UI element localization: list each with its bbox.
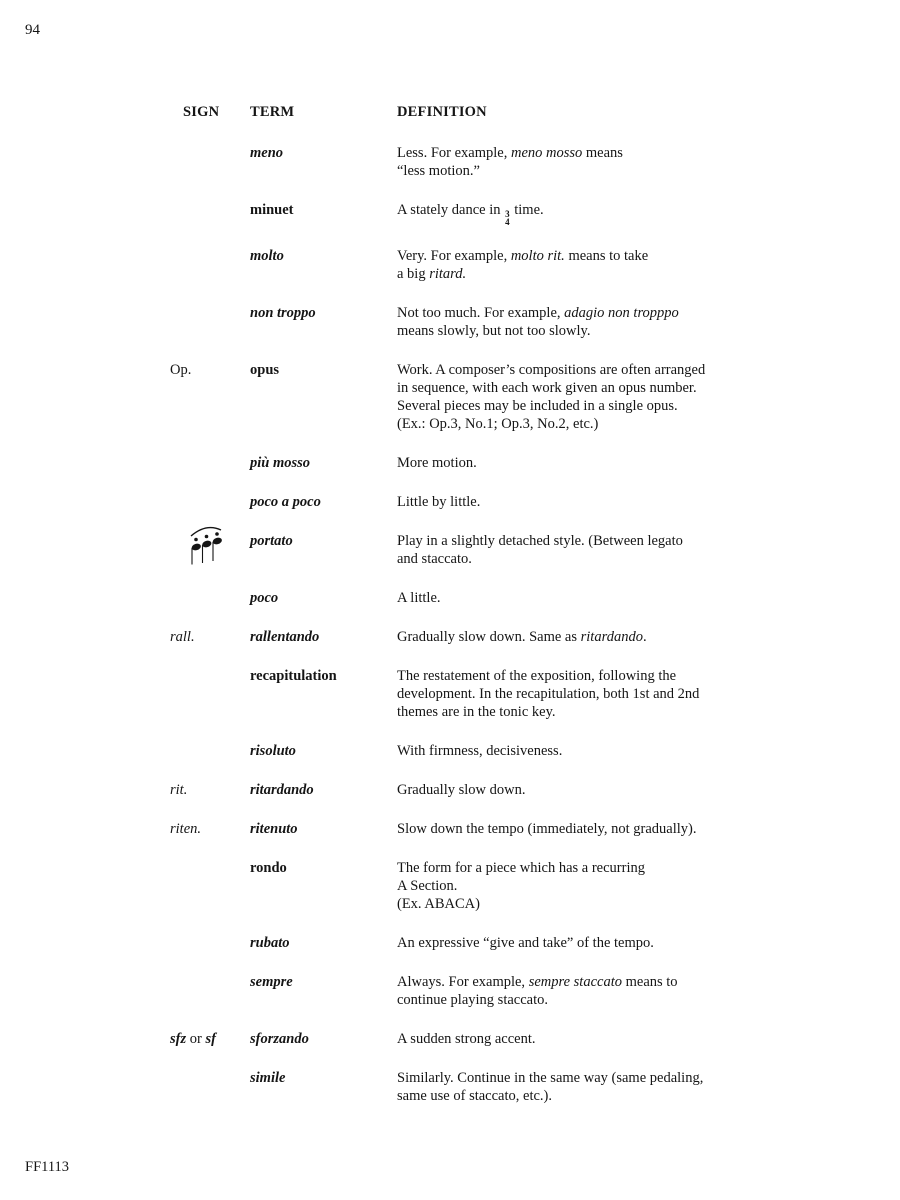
column-header-definition: DEFINITION — [397, 104, 487, 120]
sign-cell — [167, 304, 250, 340]
text-segment: “less motion.” — [397, 163, 480, 179]
text-segment: means to — [621, 974, 678, 990]
sign-cell — [167, 742, 250, 760]
term-cell — [250, 742, 397, 760]
text-segment: portato — [250, 533, 293, 549]
text-segment: Work. A composer’s compositions are often arranged — [397, 362, 706, 378]
text-segment: Always. For example, — [397, 974, 529, 990]
text-segment: molto — [250, 248, 284, 264]
text-segment: sempre — [250, 974, 293, 990]
definition-line — [397, 934, 733, 952]
definition-line — [397, 415, 733, 433]
term-cell — [250, 1030, 397, 1048]
definition-cell — [397, 820, 733, 838]
glossary-row — [167, 589, 733, 607]
glossary-rows — [167, 144, 733, 1105]
text-segment: rall. — [170, 629, 195, 645]
text-segment: risoluto — [250, 743, 296, 759]
text-segment: adagio non tropppo — [564, 305, 679, 321]
sign-cell — [167, 820, 250, 838]
definition-line — [397, 703, 733, 721]
definition-cell — [397, 589, 733, 607]
text-segment: opus — [250, 362, 280, 378]
text-segment: poco — [250, 590, 279, 606]
text-segment: poco a poco — [250, 494, 321, 510]
definition-line — [397, 493, 733, 511]
definition-cell — [397, 201, 733, 226]
term-cell — [250, 1069, 397, 1105]
text-segment: same use of staccato, etc.). — [397, 1088, 552, 1104]
portato-notation-icon — [187, 522, 225, 566]
text-segment: rubato — [250, 935, 290, 951]
term-cell — [250, 589, 397, 607]
glossary-row — [167, 781, 733, 799]
sign-cell — [167, 589, 250, 607]
glossary-table — [167, 103, 733, 1126]
page-number: 94 — [25, 22, 40, 38]
definition-cell — [397, 361, 733, 433]
sign-cell — [167, 201, 250, 226]
term-cell — [250, 144, 397, 180]
text-segment: Op. — [170, 362, 192, 378]
sign-cell — [167, 973, 250, 1009]
text-segment: simile — [250, 1070, 286, 1086]
sign-cell — [167, 934, 250, 952]
text-segment: Little by little. — [397, 494, 481, 510]
definition-line — [397, 781, 733, 799]
text-segment: Several pieces may be included in a single opus. — [397, 398, 678, 414]
glossary-row — [167, 247, 733, 283]
glossary-row — [167, 304, 733, 340]
sign-cell — [167, 361, 250, 433]
definition-line — [397, 1030, 733, 1048]
sign-cell — [167, 859, 250, 913]
term-cell — [250, 820, 397, 838]
definition-line — [397, 322, 733, 340]
text-segment: rondo — [250, 860, 287, 876]
definition-cell — [397, 667, 733, 721]
definition-cell — [397, 532, 733, 568]
text-segment: Gradually slow down. — [397, 782, 526, 798]
definition-line — [397, 742, 733, 760]
text-segment: or — [186, 1031, 206, 1047]
definition-cell — [397, 304, 733, 340]
text-segment: A Section. — [397, 878, 458, 894]
text-segment: ritard. — [429, 266, 467, 282]
term-cell — [250, 781, 397, 799]
term-cell — [250, 532, 397, 568]
term-cell — [250, 304, 397, 340]
definition-line — [397, 991, 733, 1009]
text-segment: A sudden strong accent. — [397, 1031, 536, 1047]
text-segment: riten. — [170, 821, 202, 837]
text-segment: meno mosso — [510, 145, 583, 161]
term-cell — [250, 934, 397, 952]
text-segment: recapitulation — [250, 668, 337, 684]
sign-cell — [167, 628, 250, 646]
definition-cell — [397, 1030, 733, 1048]
text-segment: . — [642, 629, 647, 645]
glossary-row — [167, 628, 733, 646]
sign-cell — [167, 144, 250, 180]
definition-cell — [397, 493, 733, 511]
term-cell — [250, 247, 397, 283]
column-header-sign: SIGN — [183, 104, 220, 120]
glossary-row — [167, 361, 733, 433]
sign-cell — [167, 1069, 250, 1105]
text-segment: rit. — [170, 782, 188, 798]
text-segment: rallentando — [250, 629, 320, 645]
definition-line — [397, 667, 733, 685]
term-cell — [250, 628, 397, 646]
definition-line — [397, 973, 733, 991]
text-segment: and staccato. — [397, 551, 472, 567]
text-segment: sf — [205, 1031, 216, 1047]
sign-cell — [167, 781, 250, 799]
definition-cell — [397, 934, 733, 952]
text-segment: in sequence, with each work given an opus number. — [397, 380, 697, 396]
definition-line — [397, 247, 733, 265]
glossary-row — [167, 667, 733, 721]
definition-line — [397, 304, 733, 322]
glossary-row — [167, 859, 733, 913]
text-segment: Not too much. For example, — [397, 305, 565, 321]
definition-line — [397, 1087, 733, 1105]
definition-line — [397, 820, 733, 838]
text-segment: means slowly, but not too slowly. — [397, 323, 591, 339]
definition-line — [397, 859, 733, 877]
glossary-row — [167, 973, 733, 1009]
text-segment: Slow down the tempo (immediately, not gradually). — [397, 821, 697, 837]
definition-line — [397, 265, 733, 283]
text-segment: Play in a slightly detached style. (Between legato — [397, 533, 683, 549]
glossary-row — [167, 454, 733, 472]
text-segment: Less. For example, — [397, 145, 511, 161]
definition-cell — [397, 454, 733, 472]
definition-line — [397, 895, 733, 913]
text-segment: The restatement of the exposition, following the — [397, 668, 677, 684]
text-segment: meno — [250, 145, 284, 161]
text-segment: molto rit. — [510, 248, 565, 264]
text-segment: The form for a piece which has a recurring — [397, 860, 645, 876]
text-segment: Very. For example, — [397, 248, 511, 264]
text-segment: non troppo — [250, 305, 316, 321]
term-cell — [250, 859, 397, 913]
sign-cell — [167, 667, 250, 721]
definition-cell — [397, 781, 733, 799]
glossary-row — [167, 532, 733, 568]
sign-cell — [167, 1030, 250, 1048]
definition-line — [397, 1069, 733, 1087]
definition-line — [397, 589, 733, 607]
definition-line — [397, 685, 733, 703]
sign-cell — [167, 247, 250, 283]
term-cell — [250, 667, 397, 721]
glossary-row — [167, 493, 733, 511]
text-segment: More motion. — [397, 455, 477, 471]
table-header-row — [167, 103, 733, 121]
text-segment: continue playing staccato. — [397, 992, 548, 1008]
text-segment: development. In the recapitulation, both 1st and 2nd — [397, 686, 700, 702]
definition-line — [397, 877, 733, 895]
glossary-row — [167, 201, 733, 226]
text-segment: time. — [510, 202, 544, 218]
definition-line — [397, 397, 733, 415]
definition-line — [397, 532, 733, 550]
glossary-row — [167, 820, 733, 838]
text-segment: ritardando — [580, 629, 643, 645]
sign-cell — [167, 493, 250, 511]
term-cell — [250, 973, 397, 1009]
definition-cell — [397, 742, 733, 760]
text-segment: sforzando — [250, 1031, 309, 1047]
definition-line — [397, 454, 733, 472]
definition-cell — [397, 247, 733, 283]
definition-line — [397, 379, 733, 397]
text-segment: An expressive “give and take” of the tempo. — [397, 935, 654, 951]
glossary-row — [167, 742, 733, 760]
text-segment: Gradually slow down. Same as — [397, 629, 581, 645]
definition-cell — [397, 1069, 733, 1105]
text-segment: minuet — [250, 202, 294, 218]
text-segment: themes are in the tonic key. — [397, 704, 556, 720]
term-cell — [250, 201, 397, 226]
term-cell — [250, 361, 397, 433]
text-segment: means to take — [564, 248, 649, 264]
definition-line — [397, 144, 733, 162]
definition-line — [397, 201, 733, 226]
definition-cell — [397, 859, 733, 913]
definition-cell — [397, 144, 733, 180]
text-segment: Similarly. Continue in the same way (same pedaling, — [397, 1070, 704, 1086]
text-segment: sfz — [170, 1031, 187, 1047]
glossary-row — [167, 144, 733, 180]
sign-cell — [167, 532, 250, 568]
catalog-number: FF1113 — [25, 1159, 70, 1175]
definition-line — [397, 550, 733, 568]
text-segment: (Ex.: Op.3, No.1; Op.3, No.2, etc.) — [397, 416, 599, 432]
text-segment: With firmness, decisiveness. — [397, 743, 563, 759]
definition-line — [397, 162, 733, 180]
glossary-row — [167, 934, 733, 952]
text-segment: (Ex. ABACA) — [397, 896, 480, 912]
text-segment: means — [582, 145, 623, 161]
definition-cell — [397, 628, 733, 646]
text-segment: più mosso — [250, 455, 311, 471]
column-header-term: TERM — [250, 104, 295, 120]
text-segment: sempre staccato — [528, 974, 622, 990]
definition-cell — [397, 973, 733, 1009]
text-segment: A little. — [397, 590, 441, 606]
text-segment: ritenuto — [250, 821, 298, 837]
text-segment: A stately dance in — [397, 202, 505, 218]
sign-cell — [167, 454, 250, 472]
text-segment: a big — [397, 266, 430, 282]
time-signature-fraction: 3 4 — [505, 209, 510, 227]
term-cell — [250, 493, 397, 511]
glossary-row — [167, 1030, 733, 1048]
text-segment: ritardando — [250, 782, 314, 798]
definition-line — [397, 361, 733, 379]
glossary-row — [167, 1069, 733, 1105]
term-cell — [250, 454, 397, 472]
definition-line — [397, 628, 733, 646]
